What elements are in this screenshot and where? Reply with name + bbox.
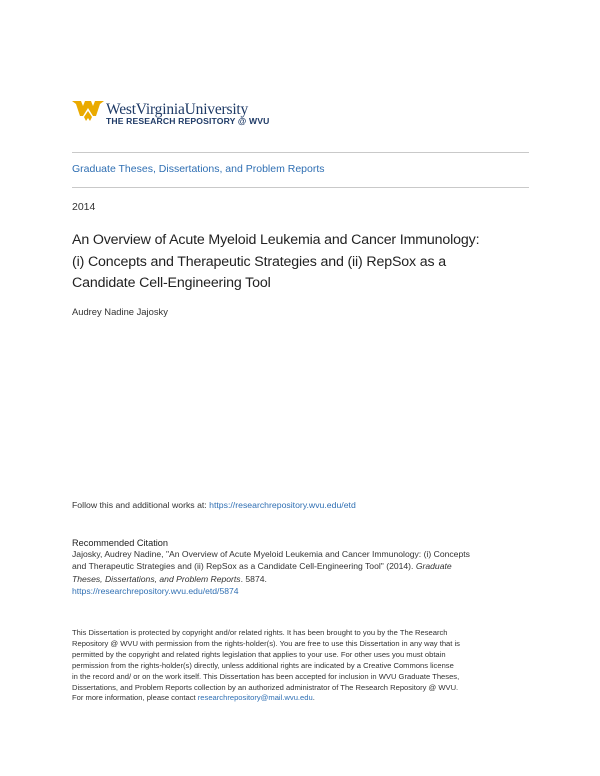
follow-text: Follow this and additional works at: [72,500,210,510]
citation-series-italic: Graduate [415,561,452,572]
notice-line: permitted by the copyright and related rights legislation that applies to your use. For other uses you must obtain [72,649,446,659]
notice-line: This Dissertation is protected by copyright and/or related rights. It has been brought to you by the The Research [72,628,448,637]
citation-line [72,585,542,597]
notice-text: . [312,693,315,703]
publication-year: 2014 [72,201,96,213]
notice-line: in the record and/ or on the work itself. This Dissertation has been accepted for inclusion in WVU Graduate Theses, [72,671,460,681]
citation-link[interactable]: https://researchrepository.wvu.edu/etd/5874 [72,585,239,596]
follow-line [72,500,356,510]
notice-text: For more information, please contact [72,693,198,703]
citation-series-italic: Theses, Dissertations, and Problem Reports [72,573,241,584]
title-line: An Overview of Acute Myeloid Leukemia and Cancer Immunology: [72,232,480,248]
notice-line: Repository @ WVU with permission from the rights-holder(s). You are free to use this Dissertation in any way that is [72,638,460,648]
etd-link[interactable]: https://researchrepository.wvu.edu/etd [209,500,356,510]
citation-line: Jajosky, Audrey Nadine, "An Overview of Acute Myeloid Leukemia and Cancer Immunology: (i) Concepts [72,549,470,559]
repository-name: THE RESEARCH REPOSITORY @ WVU [106,116,270,126]
rights-notice [72,628,542,704]
citation-block [72,548,542,597]
citation-heading: Recommended Citation [72,538,169,548]
citation-line [72,560,542,572]
notice-line: permission from the rights-holder(s) directly, unless additional rights are indicated by a Creative Commons license [72,660,454,670]
contact-email-link[interactable]: researchrepository@mail.wvu.edu [197,693,313,703]
notice-line [72,693,542,704]
divider-bottom [72,187,529,188]
university-name: WestVirginiaUniversity [106,101,249,118]
citation-line [72,573,542,585]
document-title [72,230,542,295]
notice-line: Dissertations, and Problem Reports collection by an authorized administrator of The Research Repository @ WVU. [72,682,459,692]
citation-text: and Therapeutic Strategies and (ii) RepSox as a Candidate Cell-Engineering Tool" (2014). [72,561,416,572]
divider-top [72,152,529,153]
author-name: Audrey Nadine Jajosky [72,306,168,317]
title-line: (i) Concepts and Therapeutic Strategies and (ii) RepSox as a [72,253,447,270]
citation-text: . 5874. [240,573,267,584]
series-link[interactable]: Graduate Theses, Dissertations, and Problem Reports [72,163,325,175]
title-line: Candidate Cell-Engineering Tool [72,275,271,291]
wvu-flying-wv-icon [72,99,104,123]
wvu-logo[interactable] [72,97,302,133]
